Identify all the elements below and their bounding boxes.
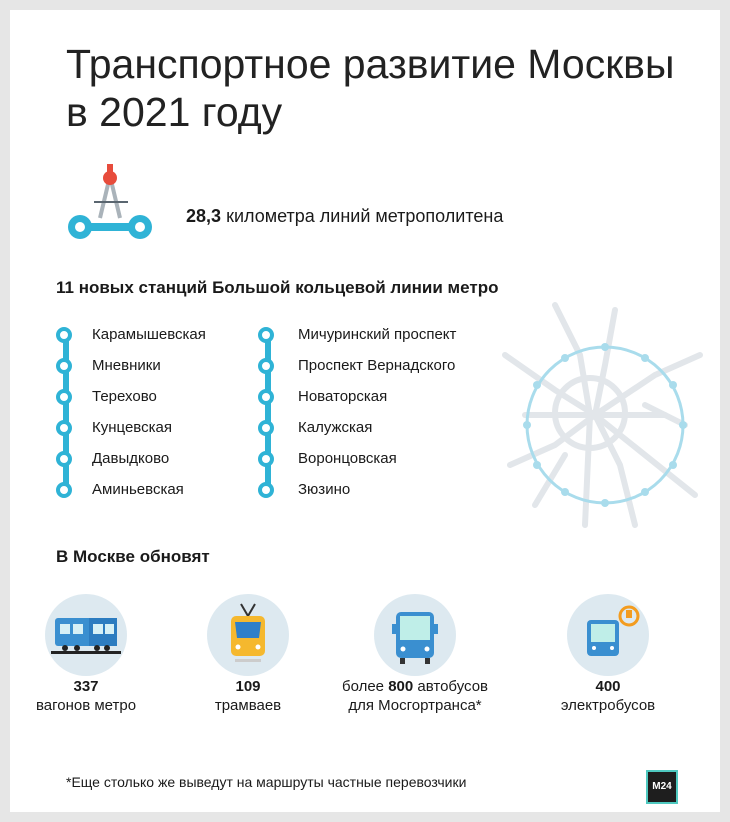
infographic-card — [10, 10, 720, 812]
station-dot-icon — [258, 420, 274, 436]
station-dot-icon — [258, 358, 274, 374]
station-dot-icon — [258, 451, 274, 467]
station-name: Мневники — [92, 357, 161, 374]
station-dot-icon — [258, 482, 274, 498]
station-name: Аминьевская — [92, 481, 184, 498]
compass-metro-icon — [60, 156, 160, 246]
metro-car-icon — [45, 594, 127, 676]
station-name: Воронцовская — [298, 450, 397, 467]
metro-length-text: 28,3 километра линий метрополитена — [186, 206, 504, 226]
m24-logo: M24 — [646, 770, 678, 804]
page-title: Транспортное развитие Москвы в 2021 году — [66, 41, 675, 135]
vehicle-stat: 337 вагонов метро — [35, 678, 137, 714]
bus-icon — [374, 594, 456, 676]
station-dot-icon — [258, 327, 274, 343]
station-name: Терехово — [92, 388, 157, 405]
vehicle-stat: 400 электробусов — [560, 678, 656, 714]
station-name: Кунцевская — [92, 419, 172, 436]
metro-map-icon — [495, 295, 710, 535]
electric-bus-icon — [567, 594, 649, 676]
station-name: Калужская — [298, 419, 373, 436]
footnote: *Еще столько же выведут на маршруты частные перевозчики — [66, 774, 467, 790]
station-name: Мичуринский проспект — [298, 326, 457, 343]
station-dot-icon — [56, 389, 72, 405]
station-dot-icon — [56, 420, 72, 436]
station-name: Карамышевская — [92, 326, 206, 343]
station-dot-icon — [56, 451, 72, 467]
station-dot-icon — [258, 389, 274, 405]
vehicle-stat: 109 трамваев — [214, 678, 282, 714]
vehicle-stat: более 800 автобусов для Мосгортранса* — [341, 678, 488, 714]
station-name: Новаторская — [298, 388, 388, 405]
station-dot-icon — [56, 358, 72, 374]
station-name: Проспект Вернадского — [298, 357, 456, 374]
station-dot-icon — [56, 482, 72, 498]
update-heading: В Москве обновят — [56, 547, 210, 566]
stations-heading: 11 новых станций Большой кольцевой линии метро — [56, 278, 499, 297]
station-dot-icon — [56, 327, 72, 343]
tram-icon — [207, 594, 289, 676]
station-name: Давыдково — [92, 450, 170, 467]
station-name: Зюзино — [298, 481, 351, 498]
